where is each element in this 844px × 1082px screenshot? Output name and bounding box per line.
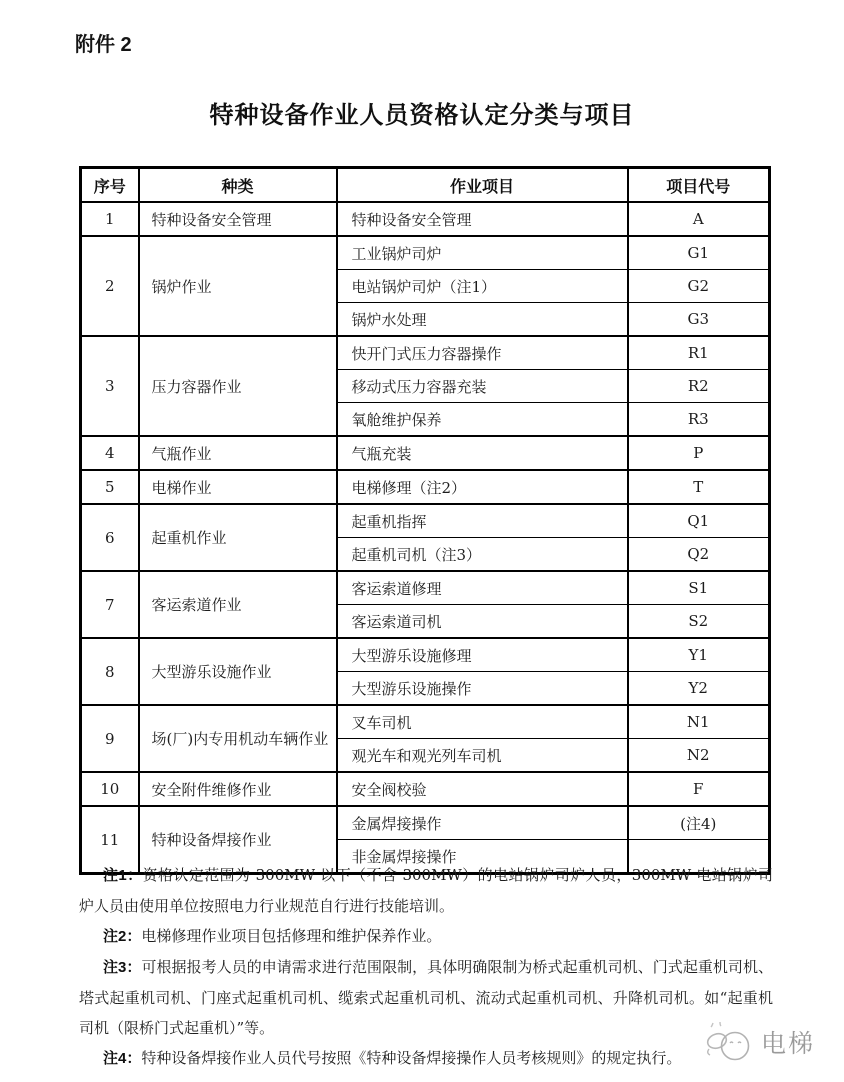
- project-cell: 叉车司机: [337, 705, 628, 739]
- table-header-row: [81, 168, 770, 203]
- project-cell: 起重机司机（注3）: [337, 538, 628, 572]
- table-row: [81, 504, 770, 538]
- project-cell: 锅炉水处理: [337, 303, 628, 337]
- code-cell: G1: [628, 236, 770, 270]
- table-row: [81, 202, 770, 236]
- table-row: [81, 806, 770, 840]
- project-cell: 电梯修理（注2）: [337, 470, 628, 504]
- project-cell: 金属焊接操作: [337, 806, 628, 840]
- project-cell: 气瓶充装: [337, 436, 628, 470]
- code-cell: S1: [628, 571, 770, 605]
- code-cell: Y1: [628, 638, 770, 672]
- project-cell: 氧舱维护保养: [337, 403, 628, 437]
- table-row: [81, 236, 770, 270]
- serial-cell: 7: [81, 571, 139, 638]
- watermark: [704, 1020, 815, 1064]
- category-cell: 压力容器作业: [139, 336, 337, 436]
- project-cell: 电站锅炉司炉（注1）: [337, 270, 628, 303]
- code-cell: G2: [628, 270, 770, 303]
- table-row: [81, 638, 770, 672]
- serial-cell: 2: [81, 236, 139, 336]
- code-cell: Y2: [628, 672, 770, 706]
- note-text: 特种设备焊接作业人员代号按照《特种设备焊接操作人员考核规则》的规定执行。: [141, 1049, 682, 1067]
- note-label: 注2：: [103, 928, 142, 945]
- note-text: 可根据报考人员的申请需求进行范围限制，具体明确限制为桥式起重机司机、门式起重机司机、塔式起重机司机、门座式起重机司机、缆索式起重机司机、流动式起重机司机、升降机司机。如“起重机司机（限桥门式起重机）”等。: [79, 958, 774, 1037]
- note-paragraph-2: [79, 921, 773, 952]
- serial-cell: 10: [81, 772, 139, 806]
- table-row: [81, 470, 770, 504]
- note-text: 电梯修理作业项目包括修理和维护保养作业。: [141, 927, 442, 945]
- notes-section: [79, 860, 773, 1074]
- note-paragraph-1: [79, 860, 773, 921]
- note-label: 注1：: [103, 867, 143, 884]
- code-cell: P: [628, 436, 770, 470]
- header-cell-code: 项目代号: [628, 168, 770, 203]
- category-cell: 起重机作业: [139, 504, 337, 571]
- code-cell: N1: [628, 705, 770, 739]
- code-cell: R3: [628, 403, 770, 437]
- table-row: [81, 571, 770, 605]
- project-cell: 工业锅炉司炉: [337, 236, 628, 270]
- code-cell: R2: [628, 370, 770, 403]
- category-cell: 特种设备焊接作业: [139, 806, 337, 874]
- project-cell: 非金属焊接操作: [337, 840, 628, 874]
- note-text: 资格认定范围为 300MW 以下（不含 300MW）的电站锅炉司炉人员，300MW 电站锅炉司炉人员由使用单位按照电力行业规范自行进行技能培训。: [79, 866, 774, 915]
- code-cell: Q1: [628, 504, 770, 538]
- category-cell: 电梯作业: [139, 470, 337, 504]
- code-cell: F: [628, 772, 770, 806]
- category-cell: 气瓶作业: [139, 436, 337, 470]
- code-cell: G3: [628, 303, 770, 337]
- project-cell: 安全阀校验: [337, 772, 628, 806]
- project-cell: 客运索道司机: [337, 605, 628, 639]
- header-cell-category: 种类: [139, 168, 337, 203]
- code-cell: T: [628, 470, 770, 504]
- project-cell: 大型游乐设施操作: [337, 672, 628, 706]
- serial-cell: 4: [81, 436, 139, 470]
- project-cell: 特种设备安全管理: [337, 202, 628, 236]
- code-cell: Q2: [628, 538, 770, 572]
- code-cell: N2: [628, 739, 770, 773]
- note-label: 注4：: [103, 1050, 142, 1067]
- bird-doodle-icon: [704, 1020, 756, 1064]
- note-paragraph-3: [79, 952, 773, 1043]
- project-cell: 移动式压力容器充装: [337, 370, 628, 403]
- serial-cell: 5: [81, 470, 139, 504]
- code-cell: A: [628, 202, 770, 236]
- note-paragraph-4: [79, 1043, 773, 1074]
- project-cell: 观光车和观光列车司机: [337, 739, 628, 773]
- category-cell: 安全附件维修作业: [139, 772, 337, 806]
- serial-cell: 6: [81, 504, 139, 571]
- watermark-text: 电梯: [761, 1030, 816, 1058]
- project-cell: 快开门式压力容器操作: [337, 336, 628, 370]
- project-cell: 客运索道修理: [337, 571, 628, 605]
- header-cell-serial: 序号: [81, 168, 139, 203]
- table-row: [81, 436, 770, 470]
- category-cell: 大型游乐设施作业: [139, 638, 337, 705]
- category-cell: 场(厂)内专用机动车辆作业: [139, 705, 337, 772]
- note-label: 注3：: [103, 959, 142, 976]
- table-row: [81, 705, 770, 739]
- table-row: [81, 336, 770, 370]
- serial-cell: 11: [81, 806, 139, 874]
- serial-cell: 8: [81, 638, 139, 705]
- category-cell: 锅炉作业: [139, 236, 337, 336]
- header-cell-project: 作业项目: [337, 168, 628, 203]
- project-cell: 大型游乐设施修理: [337, 638, 628, 672]
- attachment-label: 附件 2: [75, 34, 132, 56]
- qualification-table: [79, 166, 771, 875]
- serial-cell: 9: [81, 705, 139, 772]
- code-cell: (注4): [628, 806, 770, 840]
- serial-cell: 3: [81, 336, 139, 436]
- page-title: 特种设备作业人员资格认定分类与项目: [209, 102, 635, 129]
- category-cell: 特种设备安全管理: [139, 202, 337, 236]
- code-cell: R1: [628, 336, 770, 370]
- category-cell: 客运索道作业: [139, 571, 337, 638]
- serial-cell: 1: [81, 202, 139, 236]
- table-row: [81, 772, 770, 806]
- code-cell: S2: [628, 605, 770, 639]
- project-cell: 起重机指挥: [337, 504, 628, 538]
